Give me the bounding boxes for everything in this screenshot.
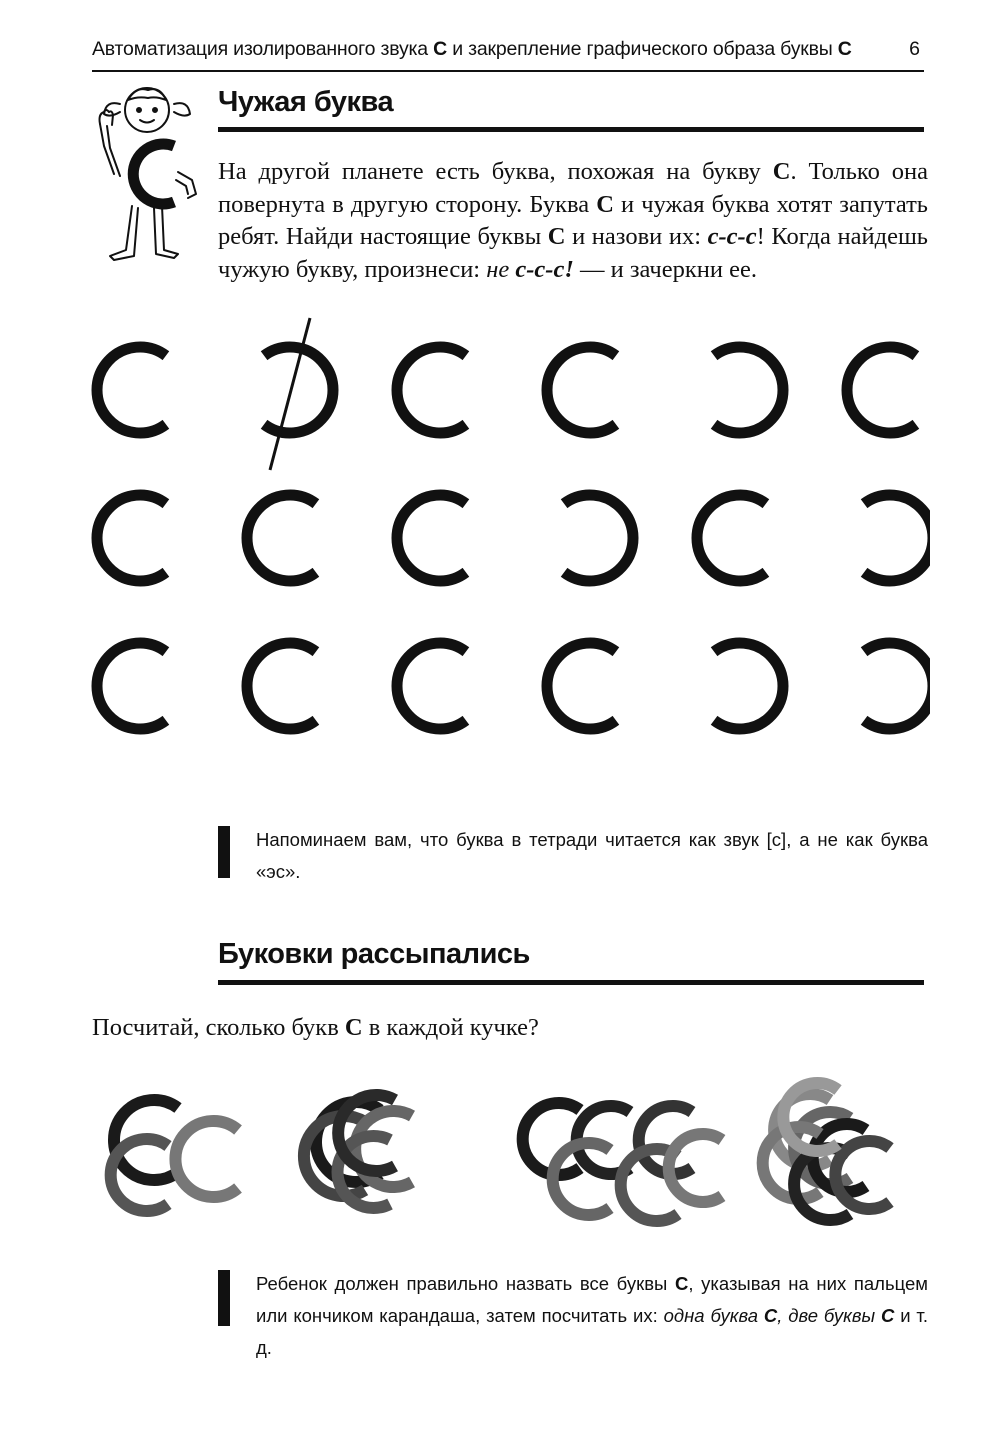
note-2-letter-c-2: С (763, 1305, 778, 1326)
intro-text-3: и чужая буква хотят запутать ребят. Найди настоящие буквы (218, 190, 928, 250)
task2-title-rule (218, 980, 924, 985)
pile-2 (304, 1095, 412, 1208)
task2-question (92, 1014, 539, 1042)
header-title-part1: Автоматизация изолированного звука (92, 38, 434, 60)
task1-instructions (218, 156, 928, 286)
running-header (92, 34, 924, 72)
letter-c-reversed[interactable] (864, 495, 930, 581)
intro-text-5: ! Когда найдешь чужую букву, произнеси: (218, 223, 928, 283)
question-text-2: в каждой кучке? (362, 1014, 539, 1041)
pile-letter (175, 1121, 238, 1197)
pile-3 (523, 1103, 722, 1221)
letter-c[interactable] (97, 347, 166, 433)
note-2-text-3: и т. д. (256, 1305, 928, 1358)
intro-text-4: и назови их: (565, 223, 708, 250)
letter-c[interactable] (97, 643, 166, 729)
letter-c-reversed[interactable] (564, 495, 633, 581)
note-2-letter-c-1: С (674, 1273, 689, 1294)
intro-sound: с-с-с (707, 223, 757, 250)
pile-1 (111, 1100, 238, 1211)
letter-c[interactable] (397, 643, 466, 729)
note-1 (218, 824, 928, 884)
note-2-letter-c-3: С (880, 1305, 895, 1326)
letter-c-reversed[interactable] (714, 643, 783, 729)
letter-c[interactable] (547, 643, 616, 729)
intro-neg-sound: с-с-с! (515, 255, 574, 283)
page-number: 6 (909, 38, 920, 60)
letter-c[interactable] (247, 643, 316, 729)
header-letter-c: С (433, 38, 448, 60)
task1-title: Чужая буква (218, 86, 394, 118)
girl-letter-c-illustration (92, 84, 204, 264)
intro-letter-c-1: С (772, 158, 791, 185)
note-2-italic-1: одна буква (663, 1305, 764, 1326)
cross-out-line (270, 318, 310, 470)
question-text-1: Посчитай, сколько букв (92, 1014, 345, 1041)
letter-c[interactable] (547, 347, 616, 433)
note-2-bar (218, 1270, 230, 1326)
header-title-part2: и закрепление графического образа буквы (447, 38, 838, 60)
note-2-text-1: Ребенок должен правильно назвать все буквы (256, 1273, 675, 1294)
note-1-bar (218, 826, 230, 878)
letter-c[interactable] (847, 347, 916, 433)
note-2 (218, 1268, 929, 1358)
header-letter-c-2: С (837, 38, 852, 60)
letters-grid (80, 315, 930, 775)
letter-piles (90, 1070, 930, 1240)
pile-4 (763, 1083, 890, 1220)
letter-c-reversed[interactable] (714, 347, 783, 433)
task2-title: Буковки рассыпались (218, 938, 530, 970)
note-2-italic-2: , две буквы (777, 1305, 881, 1326)
letter-c[interactable] (697, 495, 766, 581)
letter-c[interactable] (97, 495, 166, 581)
question-letter-c: С (344, 1014, 363, 1041)
note-1-text: Напоминаем вам, что буква в тетради читается как звук [с], а не как буква «эс». (256, 829, 928, 882)
letter-c[interactable] (397, 347, 466, 433)
task1-title-rule (218, 127, 924, 132)
intro-text-2: . Только она повернута в другую сторону. Буква (218, 158, 928, 218)
intro-letter-c-3: С (547, 223, 566, 250)
letter-c[interactable] (397, 495, 466, 581)
note-2-text-2: , указывая на них пальцем или кончиком карандаша, затем посчитать их: (256, 1273, 929, 1326)
letter-c[interactable] (247, 495, 316, 581)
intro-text-6: — и зачеркни ее. (573, 255, 758, 283)
note-2-text (256, 1268, 928, 1364)
letter-c-reversed[interactable] (864, 643, 930, 729)
intro-letter-c-2: С (596, 190, 614, 218)
header-title (92, 38, 852, 61)
intro-text-1: На другой планете есть буква, похожая на букву (218, 158, 773, 185)
intro-neg-ne: не (486, 255, 516, 283)
